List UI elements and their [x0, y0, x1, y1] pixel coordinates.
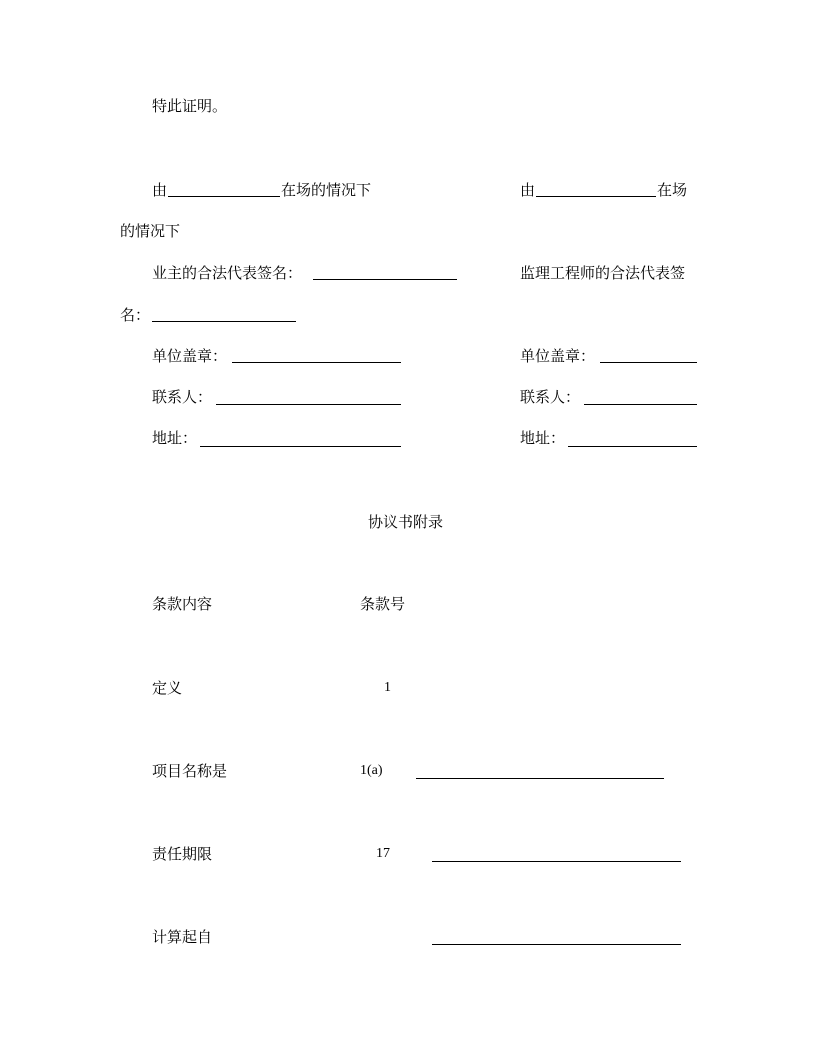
left-contact-field[interactable] [216, 404, 401, 405]
right-address-label: 地址： [520, 429, 566, 447]
witness-left-suffix: 在场的情况下 [281, 181, 372, 199]
calculated-from-field[interactable] [432, 944, 681, 945]
left-contact-label: 联系人： [152, 388, 213, 406]
appendix-title: 协议书附录 [368, 513, 444, 531]
witness-right-prefix: 由 [520, 181, 536, 199]
row-liability-period-clause: 17 [376, 846, 390, 861]
owner-rep-signature-field[interactable] [313, 279, 457, 280]
left-seal-label: 单位盖章： [152, 347, 228, 365]
project-name-field[interactable] [416, 778, 664, 779]
right-seal-label: 单位盖章： [520, 347, 596, 365]
row-definition-content: 定义 [152, 679, 183, 697]
right-address-field[interactable] [568, 446, 697, 447]
certification-text: 特此证明。 [152, 97, 228, 115]
witness-left-blank[interactable] [168, 196, 280, 197]
witness-right-suffix: 在场 [657, 181, 688, 199]
row-project-name-clause: 1(a) [360, 763, 383, 778]
left-address-label: 地址： [152, 429, 198, 447]
row-calculated-from-content: 计算起自 [152, 928, 213, 946]
left-address-field[interactable] [200, 446, 401, 447]
row-definition-clause: 1 [384, 680, 391, 695]
engineer-rep-label: 监理工程师的合法代表签 [520, 264, 686, 282]
witness-right-wrap: 的情况下 [120, 222, 181, 240]
header-clause-number: 条款号 [360, 595, 406, 613]
engineer-rep-signature-field[interactable] [152, 321, 296, 322]
right-seal-field[interactable] [600, 362, 697, 363]
witness-left-prefix: 由 [152, 181, 168, 199]
liability-period-field[interactable] [432, 861, 681, 862]
row-project-name-content: 项目名称是 [152, 762, 228, 780]
engineer-rep-label-wrap: 名： [120, 306, 151, 324]
owner-rep-label: 业主的合法代表签名： [152, 264, 303, 282]
header-clause-content: 条款内容 [152, 595, 213, 613]
left-seal-field[interactable] [232, 362, 401, 363]
witness-right-blank[interactable] [536, 196, 656, 197]
right-contact-label: 联系人： [520, 388, 581, 406]
row-liability-period-content: 责任期限 [152, 845, 213, 863]
right-contact-field[interactable] [584, 404, 697, 405]
